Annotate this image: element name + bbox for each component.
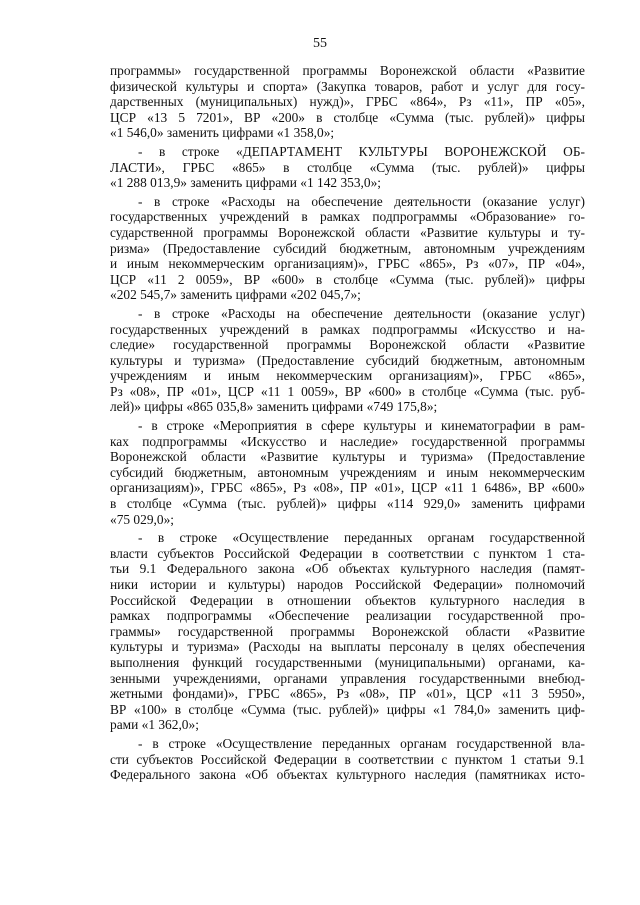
text-line: ВР «100» в столбце «Сумма (тыс. рублей)» цифры «1 784,0» заменить циф- <box>110 701 585 717</box>
paragraph <box>110 144 585 191</box>
text-line: рами «1 362,0»; <box>110 717 199 733</box>
text-line: сударственной программы Воронежской области «Развитие культуры и ту- <box>110 224 585 240</box>
text-line: государственных учреждений в рамках подпрограммы «Образование» го- <box>110 209 585 225</box>
text-line: ЦСР «11 2 0059», ВР «600» в столбце «Сумма (тыс. рублей)» цифры <box>110 271 585 287</box>
text-line: сти субъектов Российской Федерации в соответствии с пунктом 1 статьи 9.1 <box>110 751 585 767</box>
text-line: «202 545,7» заменить цифрами «202 045,7»; <box>110 287 361 303</box>
text-line: в столбце «Сумма (тыс. рублей)» цифры «114 929,0» заменить цифрами <box>110 496 585 512</box>
text-line: зенными учреждениями, органами управления государственными внебюд- <box>110 670 585 686</box>
text-line: организациям)», ГРБС «865», Рз «08», ПР «01», ЦСР «11 1 6486», ВР «600» <box>110 480 585 496</box>
text-line: жетными фондами)», ГРБС «865», Рз «08», ПР «01», ЦСР «11 3 5950», <box>110 686 585 702</box>
text-line: государственных учреждений в рамках подпрограммы «Искусство и на- <box>110 321 585 337</box>
text-line: ках подпрограммы «Искусство и наследие» государственной программы <box>110 433 585 449</box>
text-line: Воронежской области «Развитие культуры и туризма» (Предоставление <box>110 449 585 465</box>
text-line: - в строке «Мероприятия в сфере культуры и кинематографии в рам- <box>138 418 585 434</box>
text-line: «75 029,0»; <box>110 511 174 527</box>
text-line: - в строке «Расходы на обеспечение деятельности (оказание услуг) <box>138 305 585 321</box>
text-line: физической культуры и спорта» (Закупка товаров, работ и услуг для госу- <box>110 78 585 94</box>
paragraph <box>110 530 585 733</box>
text-line: выполнения функций государственными (муниципальными) органами, ка- <box>110 654 585 670</box>
text-line: Российской Федерации в отношении объектов культурного наследия в <box>110 592 585 608</box>
text-line: тьи 9.1 Федерального закона «Об объектах культурного наследия (памят- <box>110 561 585 577</box>
text-line: граммы» государственной программы Воронежской области «Развитие <box>110 623 585 639</box>
text-line: ники истории и культуры) народов Российской Федерации» полномочий <box>110 577 585 592</box>
text-line: лей)» цифры «865 035,8» заменить цифрами «749 175,8»; <box>110 399 438 415</box>
text-line: ЦСР «13 5 7201», ВР «200» в столбце «Сумма (тыс. рублей)» цифры <box>110 109 585 125</box>
text-line: субсидий бюджетным, автономным учреждениям и иным некоммерческим <box>110 464 585 480</box>
text-line: программы» государственной программы Воронежской области «Развитие <box>110 63 585 78</box>
paragraph <box>110 418 585 527</box>
paragraph <box>110 63 585 141</box>
text-line: Рз «08», ПР «01», ЦСР «11 1 0059», ВР «600» в столбце «Сумма (тыс. руб- <box>110 383 585 399</box>
text-line: следие» государственной программы Воронежской области «Развитие <box>110 337 585 353</box>
text-line: - в строке «Осуществление переданных органам государственной <box>138 530 585 546</box>
text-line: культуры и туризма» (Расходы на выплаты персоналу в целях обеспечения <box>110 639 585 655</box>
paragraph <box>110 736 585 783</box>
text-line: - в строке «ДЕПАРТАМЕНТ КУЛЬТУРЫ ВОРОНЕЖСКОЙ ОБ- <box>138 143 585 159</box>
text-line: ризма» (Предоставление субсидий бюджетным, автономным учреждениям <box>110 240 585 256</box>
text-line: - в строке «Осуществление переданных органам государственной вла- <box>138 735 585 751</box>
text-line: учреждениям и иным некоммерческим организациям)», ГРБС «865», <box>110 368 585 384</box>
document-body <box>110 63 585 786</box>
text-line: Федерального закона «Об объектах культурного наследия (памятниках исто- <box>110 767 585 783</box>
text-line: и иным некоммерческим организациям)», ГРБС «865», Рз «07», ПР «04», <box>110 256 585 272</box>
text-line: «1 546,0» заменить цифрами «1 358,0»; <box>110 125 335 141</box>
text-line: власти субъектов Российской Федерации в соответствии с пунктом 1 ста- <box>110 545 585 561</box>
page-number: 55 <box>313 36 327 51</box>
text-line: дарственных (муниципальных) нужд)», ГРБС «864», Рз «11», ПР «05», <box>110 94 585 110</box>
text-line: - в строке «Расходы на обеспечение деятельности (оказание услуг) <box>138 193 585 209</box>
text-line: «1 288 013,9» заменить цифрами «1 142 353,0»; <box>110 175 381 191</box>
text-line: рамках подпрограммы «Обеспечение реализации государственной про- <box>110 608 585 624</box>
text-line: ЛАСТИ», ГРБС «865» в столбце «Сумма (тыс. рублей)» цифры <box>110 159 585 175</box>
paragraph <box>110 194 585 303</box>
text-line: культуры и туризма» (Предоставление субсидий бюджетным, автономным <box>110 352 585 368</box>
paragraph <box>110 306 585 415</box>
